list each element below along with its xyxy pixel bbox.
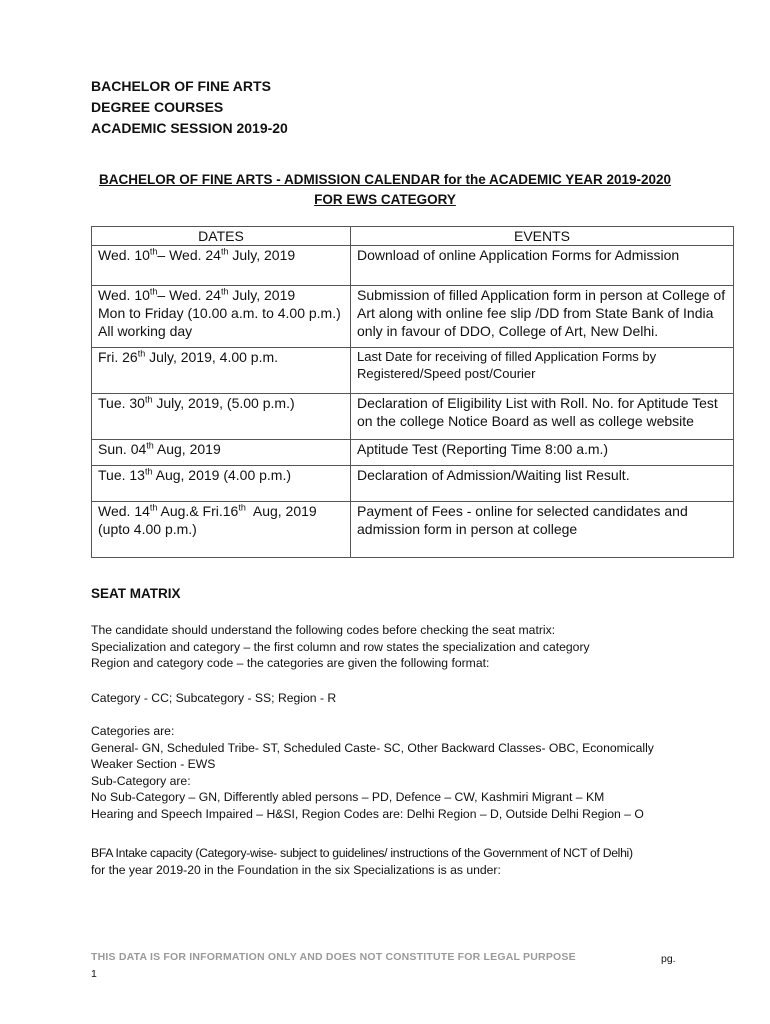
- event-cell: [351, 440, 734, 466]
- event-line: Declaration of Admission/Waiting list Result.: [357, 467, 630, 483]
- footer-page-number: 1: [91, 968, 97, 980]
- date-cell: [92, 348, 351, 394]
- event-line: admission form in person at college: [357, 521, 578, 537]
- event-cell: [351, 246, 734, 286]
- table-row: [92, 466, 734, 502]
- date-line: All working day: [98, 323, 193, 339]
- heading-line-2: DEGREE COURSES: [91, 99, 224, 115]
- event-cell: [351, 348, 734, 394]
- footer-page-label: pg.: [661, 953, 676, 965]
- intake-capacity: [91, 845, 633, 878]
- date-line: Wed. 10th– Wed. 24th July, 2019: [98, 246, 296, 263]
- paragraph-line: General- GN, Scheduled Tribe- ST, Scheduled Caste- SC, Other Backward Classes- OBC, Economically: [91, 740, 654, 755]
- heading-line-1: BACHELOR OF FINE ARTS: [91, 78, 271, 94]
- table-row: [92, 246, 734, 286]
- date-cell: [92, 440, 351, 466]
- dates-column-header: DATES: [92, 227, 351, 246]
- paragraph-line: No Sub-Category – GN, Differently abled persons – PD, Defence – CW, Kashmiri Migrant – KM: [91, 790, 605, 804]
- document-heading: [91, 76, 288, 139]
- seat-matrix-title: SEAT MATRIX: [91, 586, 181, 601]
- table-row: [92, 394, 734, 440]
- paragraph-line: Categories are:: [91, 724, 175, 738]
- paragraph-line: The candidate should understand the following codes before checking the seat matrix:: [91, 623, 556, 637]
- calendar-title-line-1: BACHELOR OF FINE ARTS - ADMISSION CALENDAR for the ACADEMIC YEAR 2019-2020: [98, 172, 672, 187]
- table-header-row: [92, 227, 734, 246]
- date-line: Tue. 30th July, 2019, (5.00 p.m.): [98, 394, 295, 411]
- date-cell: [92, 286, 351, 348]
- event-cell: [351, 394, 734, 440]
- heading-line-3: ACADEMIC SESSION 2019-20: [91, 120, 288, 136]
- date-cell: [92, 246, 351, 286]
- date-cell: [92, 502, 351, 558]
- date-cell: [92, 466, 351, 502]
- event-line: Download of online Application Forms for Admission: [357, 247, 680, 263]
- event-line: Aptitude Test (Reporting Time 8:00 a.m.): [357, 441, 609, 457]
- event-line: Submission of filled Application form in person at College of: [357, 287, 726, 303]
- event-cell: [351, 466, 734, 502]
- event-line: Art along with online fee slip /DD from State Bank of India: [357, 305, 714, 321]
- paragraph-line: Weaker Section - EWS: [91, 757, 216, 771]
- table-row: [92, 502, 734, 558]
- paragraph-line: for the year 2019-20 in the Foundation in the six Specializations is as under:: [91, 862, 501, 877]
- calendar-title: [60, 170, 710, 210]
- categories-list: [91, 723, 654, 822]
- seat-matrix-intro: [91, 622, 590, 672]
- paragraph-line: Sub-Category are:: [91, 773, 191, 788]
- date-line: Tue. 13th Aug, 2019 (4.00 p.m.): [98, 466, 292, 483]
- date-line: (upto 4.00 p.m.): [98, 521, 197, 537]
- event-cell: [351, 286, 734, 348]
- footer-disclaimer: THIS DATA IS FOR INFORMATION ONLY AND DOES NOT CONSTITUTE FOR LEGAL PURPOSE: [91, 951, 576, 963]
- code-format: Category - CC; Subcategory - SS; Region - R: [91, 691, 337, 705]
- table-row: [92, 286, 734, 348]
- paragraph-line: BFA Intake capacity (Category-wise- subject to guidelines/ instructions of the Government of NCT of Delhi): [91, 846, 633, 860]
- paragraph-line: Hearing and Speech Impaired – H&SI, Region Codes are: Delhi Region – D, Outside Delhi Region – O: [91, 806, 644, 821]
- date-cell: [92, 394, 351, 440]
- event-line: Payment of Fees - online for selected candidates and: [357, 503, 688, 519]
- calendar-title-line-2: FOR EWS CATEGORY: [314, 192, 456, 207]
- date-line: Mon to Friday (10.00 a.m. to 4.00 p.m.): [98, 305, 341, 321]
- table-row: [92, 440, 734, 466]
- event-line: Declaration of Eligibility List with Roll. No. for Aptitude Test: [357, 395, 718, 411]
- date-line: Wed. 10th– Wed. 24th July, 2019: [98, 286, 296, 303]
- date-line: Sun. 04th Aug, 2019: [98, 440, 221, 457]
- event-line: Registered/Speed post/Courier: [357, 366, 536, 381]
- event-line: Last Date for receiving of filled Application Forms by: [357, 349, 657, 364]
- date-line: Wed. 14th Aug.& Fri.16th Aug, 2019: [98, 502, 317, 519]
- paragraph-line: Specialization and category – the first column and row states the specialization and category: [91, 639, 590, 654]
- admission-calendar-table: [91, 226, 734, 558]
- date-line: Fri. 26th July, 2019, 4.00 p.m.: [98, 348, 279, 365]
- event-cell: [351, 502, 734, 558]
- event-line: on the college Notice Board as well as college website: [357, 413, 694, 429]
- events-column-header: EVENTS: [351, 227, 734, 246]
- table-row: [92, 348, 734, 394]
- paragraph-line: Region and category code – the categories are given the following format:: [91, 656, 490, 670]
- event-line: only in favour of DDO, College of Art, New Delhi.: [357, 323, 659, 339]
